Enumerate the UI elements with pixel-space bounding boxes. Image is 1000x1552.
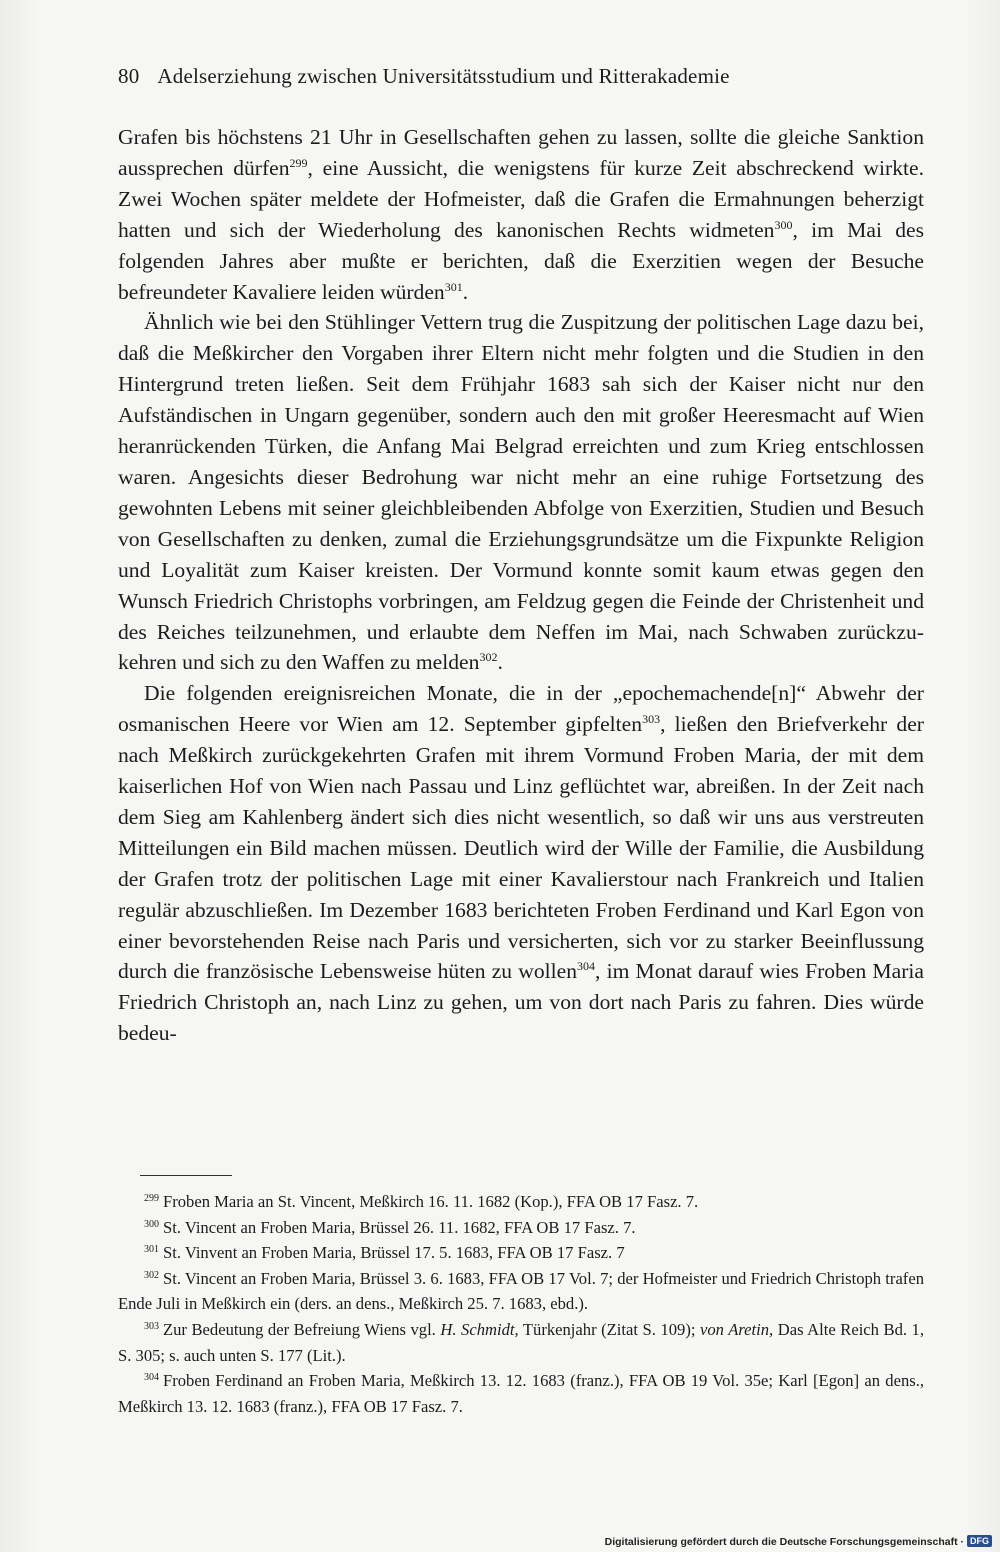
text-run: , ließen den Briefverkehr der nach Meßkirch zurückgekehrten Grafen mit ihrem Vormund Froben Maria, der mit dem kaiserlichen Hof von Wien nach Passau und Linz geflüchtet war, abreißen. In der Zeit nach dem Sieg am Kahlenberg ändert sich dies nicht wesentlich, so daß wir uns aus verstreuten Mitteilungen ein Bild machen müssen. Deutlich wird der Wille der Familie, die Ausbildung der Grafen trotz der politischen Lage mit einer Kavalierstour nach Frankreich und Italien regulär abzuschließen. Im Dezember 1683 berichteten Froben Ferdinand und Karl Egon von einer bevorstehenden Reise nach Paris und versicherten, sich vor zu starker Beeinflussung durch die französische Lebensweise hüten zu wollen [118,712,924,984]
footnote-300 [118,1215,924,1241]
text-run: , eine Aussicht, die wenigstens für kurze Zeit abschreckend wirkte. Zwei Wochen später meldete der Hofmeister, daß die Grafen die Ermahnungen beherzigt hatten und sich der Wiederholung des kanonischen Rechts widmeten [118,155,924,242]
text-run: . [462,279,469,304]
author-name: von Aretin, [700,1319,774,1339]
digitization-text: Digitalisierung gefördert durch die Deutsche Forschungsgemeinschaft · [604,1536,964,1548]
footnote-text: Froben Ferdinand an Froben Maria, Meßkirch 13. 12. 1683 (franz.), FFA OB 19 Vol. 35e; Karl [Egon] an dens., Meßkirch 13. 12. 1683 (franz.), FFA OB 17 Fasz. 7. [118,1371,924,1416]
text-run: Die folgenden ereignisreichen Monate, die in der „epochemachende[n]“ Abwehr der osmanischen Heere vor Wien am 12. September gipfelten [118,681,924,737]
text-run: . [497,650,503,675]
footnote-number: 300 [144,1218,159,1230]
footnote-ref: 299 [289,155,308,170]
footnote-303 [118,1317,924,1368]
paragraph-3 [118,678,924,1049]
main-text [118,122,924,1049]
running-title: Adelserziehung zwischen Universitätsstudium und Ritterakademie [157,64,730,88]
footnote-ref: 301 [444,279,463,294]
footnote-separator [140,1175,232,1176]
footnote-304 [118,1368,924,1419]
page-number: 80 [118,64,140,88]
digitization-notice [605,1535,992,1548]
dfg-logo-icon: DFG [967,1535,992,1547]
paragraph-1 [118,122,924,307]
footnote-302 [118,1266,924,1317]
author-name: H. Schmidt, [440,1319,519,1339]
footnote-number: 303 [144,1320,159,1332]
footnote-299 [118,1189,924,1215]
footnote-number: 302 [144,1269,159,1281]
text-run: , im Monat darauf wies Froben Maria Friedrich Christoph an, nach Linz zu gehen, um von dort nach Paris zu fahren. Dies würde bedeu- [118,959,924,1046]
paragraph-2 [118,307,924,678]
text-run: Ähnlich wie bei den Stühlinger Vettern trug die Zuspitzung der politischen Lage dazu bei, daß die Meßkircher den Vorgaben ihrer Eltern nicht mehr folgten und die Studien in den Hintergrund treten ließen. Seit dem Frühjahr 1683 sah sich der Kaiser nicht nur den Aufständischen in Ungarn gegenüber, sondern auch den mit großer Heeresmacht auf Wien heranrückenden Türken, die Anfang Mai Belgrad erreichten und zum Krieg entschlossen waren. Angesichts dieser Bedrohung war nicht mehr an eine ruhige Fortsetzung des gewohnten Lebens mit seiner gleichbleibenden Abfolge von Exerzitien, Studien und Besuch von Gesellschaften zu denken, zumal die Erziehungsgrundsätze um die Fixpunkte Religion und Loyalität zum Kaiser kreisten. Der Vormund konnte somit kaum etwas gegen den Wunsch Friedrich Christophs vorbringen, am Feldzug gegen die Feinde der Christenheit und des Reiches teilzunehmen, und erlaubte dem Neffen im Mai, nach Schwaben zurückzukehren und sich zu den Waffen zu melden [118,310,924,675]
footnotes [118,1189,924,1419]
footnote-number: 301 [144,1244,159,1256]
running-header [118,64,898,89]
footnote-text: Froben Maria an St. Vincent, Meßkirch 16. 11. 1682 (Kop.), FFA OB 17 Fasz. 7. [163,1192,699,1211]
footnote-text: Das Alte Reich Bd. 1, S. 305; s. auch unten S. 177 (Lit.). [118,1319,924,1365]
text-run: Grafen bis höchstens 21 Uhr in Gesellschaften gehen zu lassen, sollte die gleiche Sanktion aussprechen dürfen [118,125,924,180]
footnote-text: St. Vincent an Froben Maria, Brüssel 26. 11. 1682, FFA OB 17 Fasz. 7. [163,1217,636,1237]
footnote-number: 299 [144,1193,159,1204]
footnote-text: Türkenjahr (Zitat S. 109); [518,1319,700,1339]
footnote-ref: 300 [774,217,793,232]
text-run: , im Mai des folgenden Jahres aber mußte er berichten, daß die Exerzitien wegen der Besuche befreundeter Kavaliere leiden würden [118,217,924,304]
footnote-301 [118,1240,924,1266]
footnote-text: St. Vinvent an Froben Maria, Brüssel 17. 5. 1683, FFA OB 17 Fasz. 7 [163,1243,625,1263]
footnote-ref: 304 [577,959,596,974]
footnote-number: 304 [144,1372,159,1384]
footnote-text: St. Vincent an Froben Maria, Brüssel 3. 6. 1683, FFA OB 17 Vol. 7; der Hofmeister und Friedrich Christoph trafen Ende Juli in Meßkirch ein (ders. an dens., Meßkirch 25. 7. 1683, ebd.). [118,1268,924,1314]
footnote-ref: 302 [479,650,498,665]
footnote-ref: 303 [642,712,661,727]
footnote-text: Zur Bedeutung der Befreiung Wiens vgl. [163,1319,441,1339]
